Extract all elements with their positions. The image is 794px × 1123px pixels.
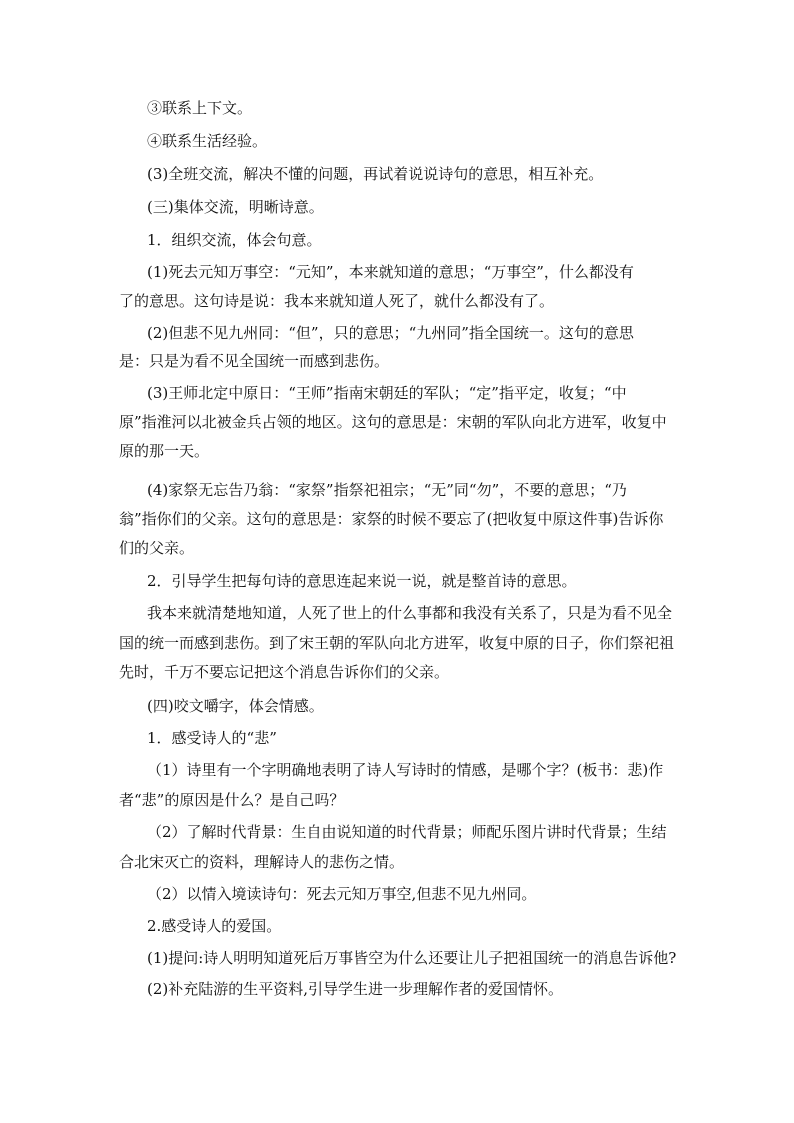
text-line: (3)全班交流，解决不懂的问题，再试着说说诗句的意思，相互补充。	[147, 165, 604, 183]
text-line: 我本来就清楚地知道，人死了世上的什么事都和我没有关系了，只是为看不见全	[147, 604, 673, 622]
text-line: ④联系生活经验。	[147, 132, 268, 150]
text-line: (2)补充陆游的生平资料,引导学生进一步理解作者的爱国情怀。	[147, 980, 564, 998]
text-line: 1．组织交流，体会句意。	[147, 231, 322, 249]
text-line: （2）了解时代背景：生自由说知道的时代背景；师配乐图片讲时代背景；生结	[147, 823, 667, 841]
text-line: (三)集体交流，明晰诗意。	[147, 198, 324, 216]
text-line: 原”指淮河以北被金兵占领的地区。这句的意思是：宋朝的军队向北方进军，收复中	[119, 413, 667, 431]
text-line: （1）诗里有一个字明确地表明了诗人写诗时的情感，是哪个字？(板书：悲)作	[147, 761, 664, 779]
text-line: 翁”指你们的父亲。这句的意思是：家祭的时候不要忘了(把收复中原这件事)告诉你	[119, 510, 664, 528]
text-line: (4)家祭无忘告乃翁：“家祭”指祭祀祖宗；“无”同“勿”，不要的意思；“乃	[147, 481, 627, 499]
text-line: ③联系上下文。	[147, 99, 253, 117]
text-line: 2.感受诗人的爱国。	[147, 917, 282, 935]
text-line: （2）以情入境读诗句：死去元知万事空,但悲不见九州同。	[147, 885, 537, 903]
text-line: (四)咬文嚼字，体会情感。	[147, 697, 324, 715]
text-line: (1)提问:诗人明明知道死后万事皆空为什么还要让儿子把祖国统一的消息告诉他?	[147, 949, 677, 967]
text-line: (2)但悲不见九州同：“但”，只的意思；“九州同”指全国统一。这句的意思	[147, 324, 634, 342]
text-line: 是：只是为看不见全国统一而感到悲伤。	[119, 352, 390, 370]
text-line: 者“悲”的原因是什么？是自己吗？	[119, 791, 345, 809]
text-line: (3)王师北定中原日：“王师”指南宋朝廷的军队；“定”指平定，收复；“中	[147, 384, 627, 402]
text-line: 国的统一而感到悲伤。到了宋王朝的军队向北方进军，收复中原的日子，你们祭祀祖	[119, 634, 675, 652]
text-line: (1)死去元知万事空：“元知”，本来就知道的意思；“万事空”，什么都没有	[147, 263, 634, 281]
text-line: 2．引导学生把每句诗的意思连起来说一说，就是整首诗的意思。	[147, 572, 577, 590]
text-line: 先时，千万不要忘记把这个消息告诉你们的父亲。	[119, 663, 450, 681]
text-line: 了的意思。这句诗是说：我本来就知道人死了，就什么都没有了。	[119, 292, 555, 310]
text-line: 1．感受诗人的“悲”	[147, 729, 277, 747]
text-line: 们的父亲。	[119, 539, 195, 557]
text-line: 原的那一天。	[119, 442, 210, 460]
text-line: 合北宋灭亡的资料，理解诗人的悲伤之情。	[119, 853, 405, 871]
